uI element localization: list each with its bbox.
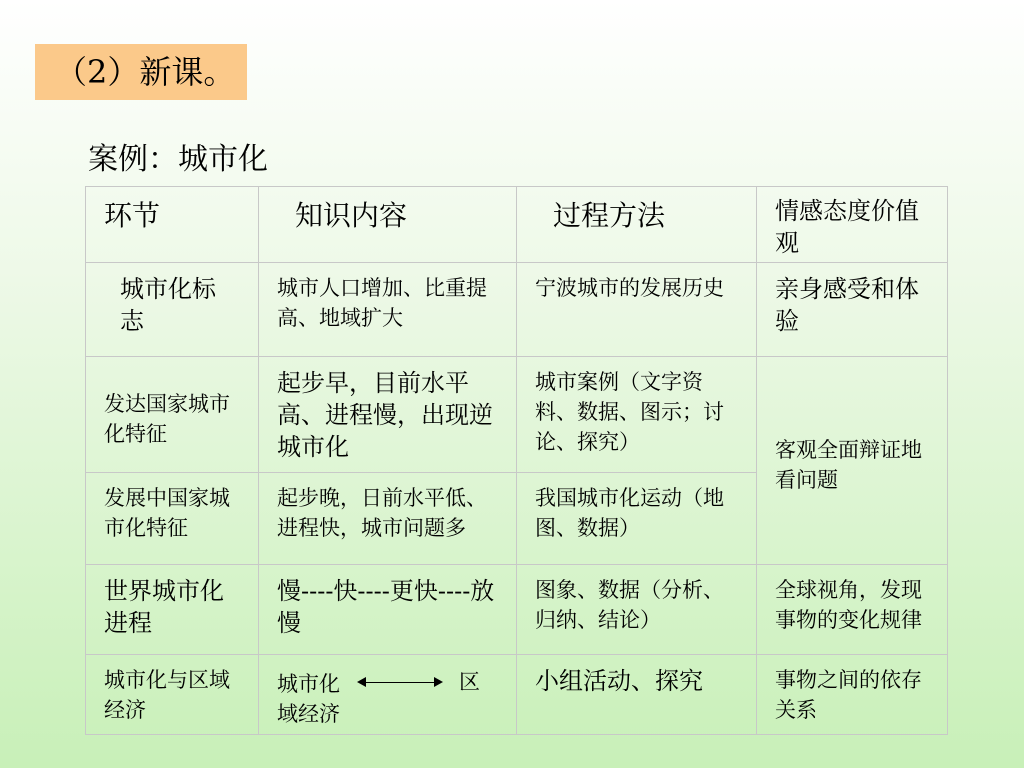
knowledge-right: 区 bbox=[459, 670, 480, 694]
cell-method: 图象、数据（分析、归纳、结论） bbox=[517, 565, 757, 655]
cell-knowledge bbox=[259, 655, 517, 735]
header-stage: 环节 bbox=[86, 187, 259, 263]
cell-stage: 城市化标志 bbox=[86, 263, 259, 357]
cell-stage: 发达国家城市化特征 bbox=[86, 357, 259, 473]
header-attitude: 情感态度价值观 bbox=[757, 187, 948, 263]
cell-attitude: 亲身感受和体验 bbox=[757, 263, 948, 357]
cell-stage: 城市化与区域经济 bbox=[86, 655, 259, 735]
cell-stage: 发展中国家城市化特征 bbox=[86, 473, 259, 565]
cell-knowledge: 起步早，目前水平高、进程慢，出现逆城市化 bbox=[259, 357, 517, 473]
case-title: 案例：城市化 bbox=[88, 142, 268, 177]
cell-method: 城市案例（文字资料、数据、图示；讨论、探究） bbox=[517, 357, 757, 473]
knowledge-rest: 域经济 bbox=[277, 702, 340, 726]
header-method: 过程方法 bbox=[517, 187, 757, 263]
header-knowledge: 知识内容 bbox=[259, 187, 517, 263]
table-header-row bbox=[86, 187, 948, 263]
knowledge-left: 城市化 bbox=[277, 672, 340, 696]
cell-knowledge: 起步晚，日前水平低、进程快，城市问题多 bbox=[259, 473, 517, 565]
cell-knowledge: 慢----快----更快----放慢 bbox=[259, 565, 517, 655]
cell-knowledge: 城市人口增加、比重提高、地域扩大 bbox=[259, 263, 517, 357]
lesson-table bbox=[85, 186, 948, 735]
cell-method: 我国城市化运动（地图、数据） bbox=[517, 473, 757, 565]
cell-attitude: 事物之间的依存关系 bbox=[757, 655, 948, 735]
table-row bbox=[86, 655, 948, 735]
cell-method: 宁波城市的发展历史 bbox=[517, 263, 757, 357]
cell-attitude: 客观全面辩证地看问题 bbox=[757, 357, 948, 565]
table-row bbox=[86, 565, 948, 655]
cell-attitude: 全球视角，发现事物的变化规律 bbox=[757, 565, 948, 655]
table-row bbox=[86, 263, 948, 357]
double-arrow-icon bbox=[365, 682, 435, 683]
cell-method: 小组活动、探究 bbox=[517, 655, 757, 735]
table-row bbox=[86, 357, 948, 473]
cell-stage: 世界城市化进程 bbox=[86, 565, 259, 655]
section-badge: （2）新课。 bbox=[35, 44, 247, 100]
